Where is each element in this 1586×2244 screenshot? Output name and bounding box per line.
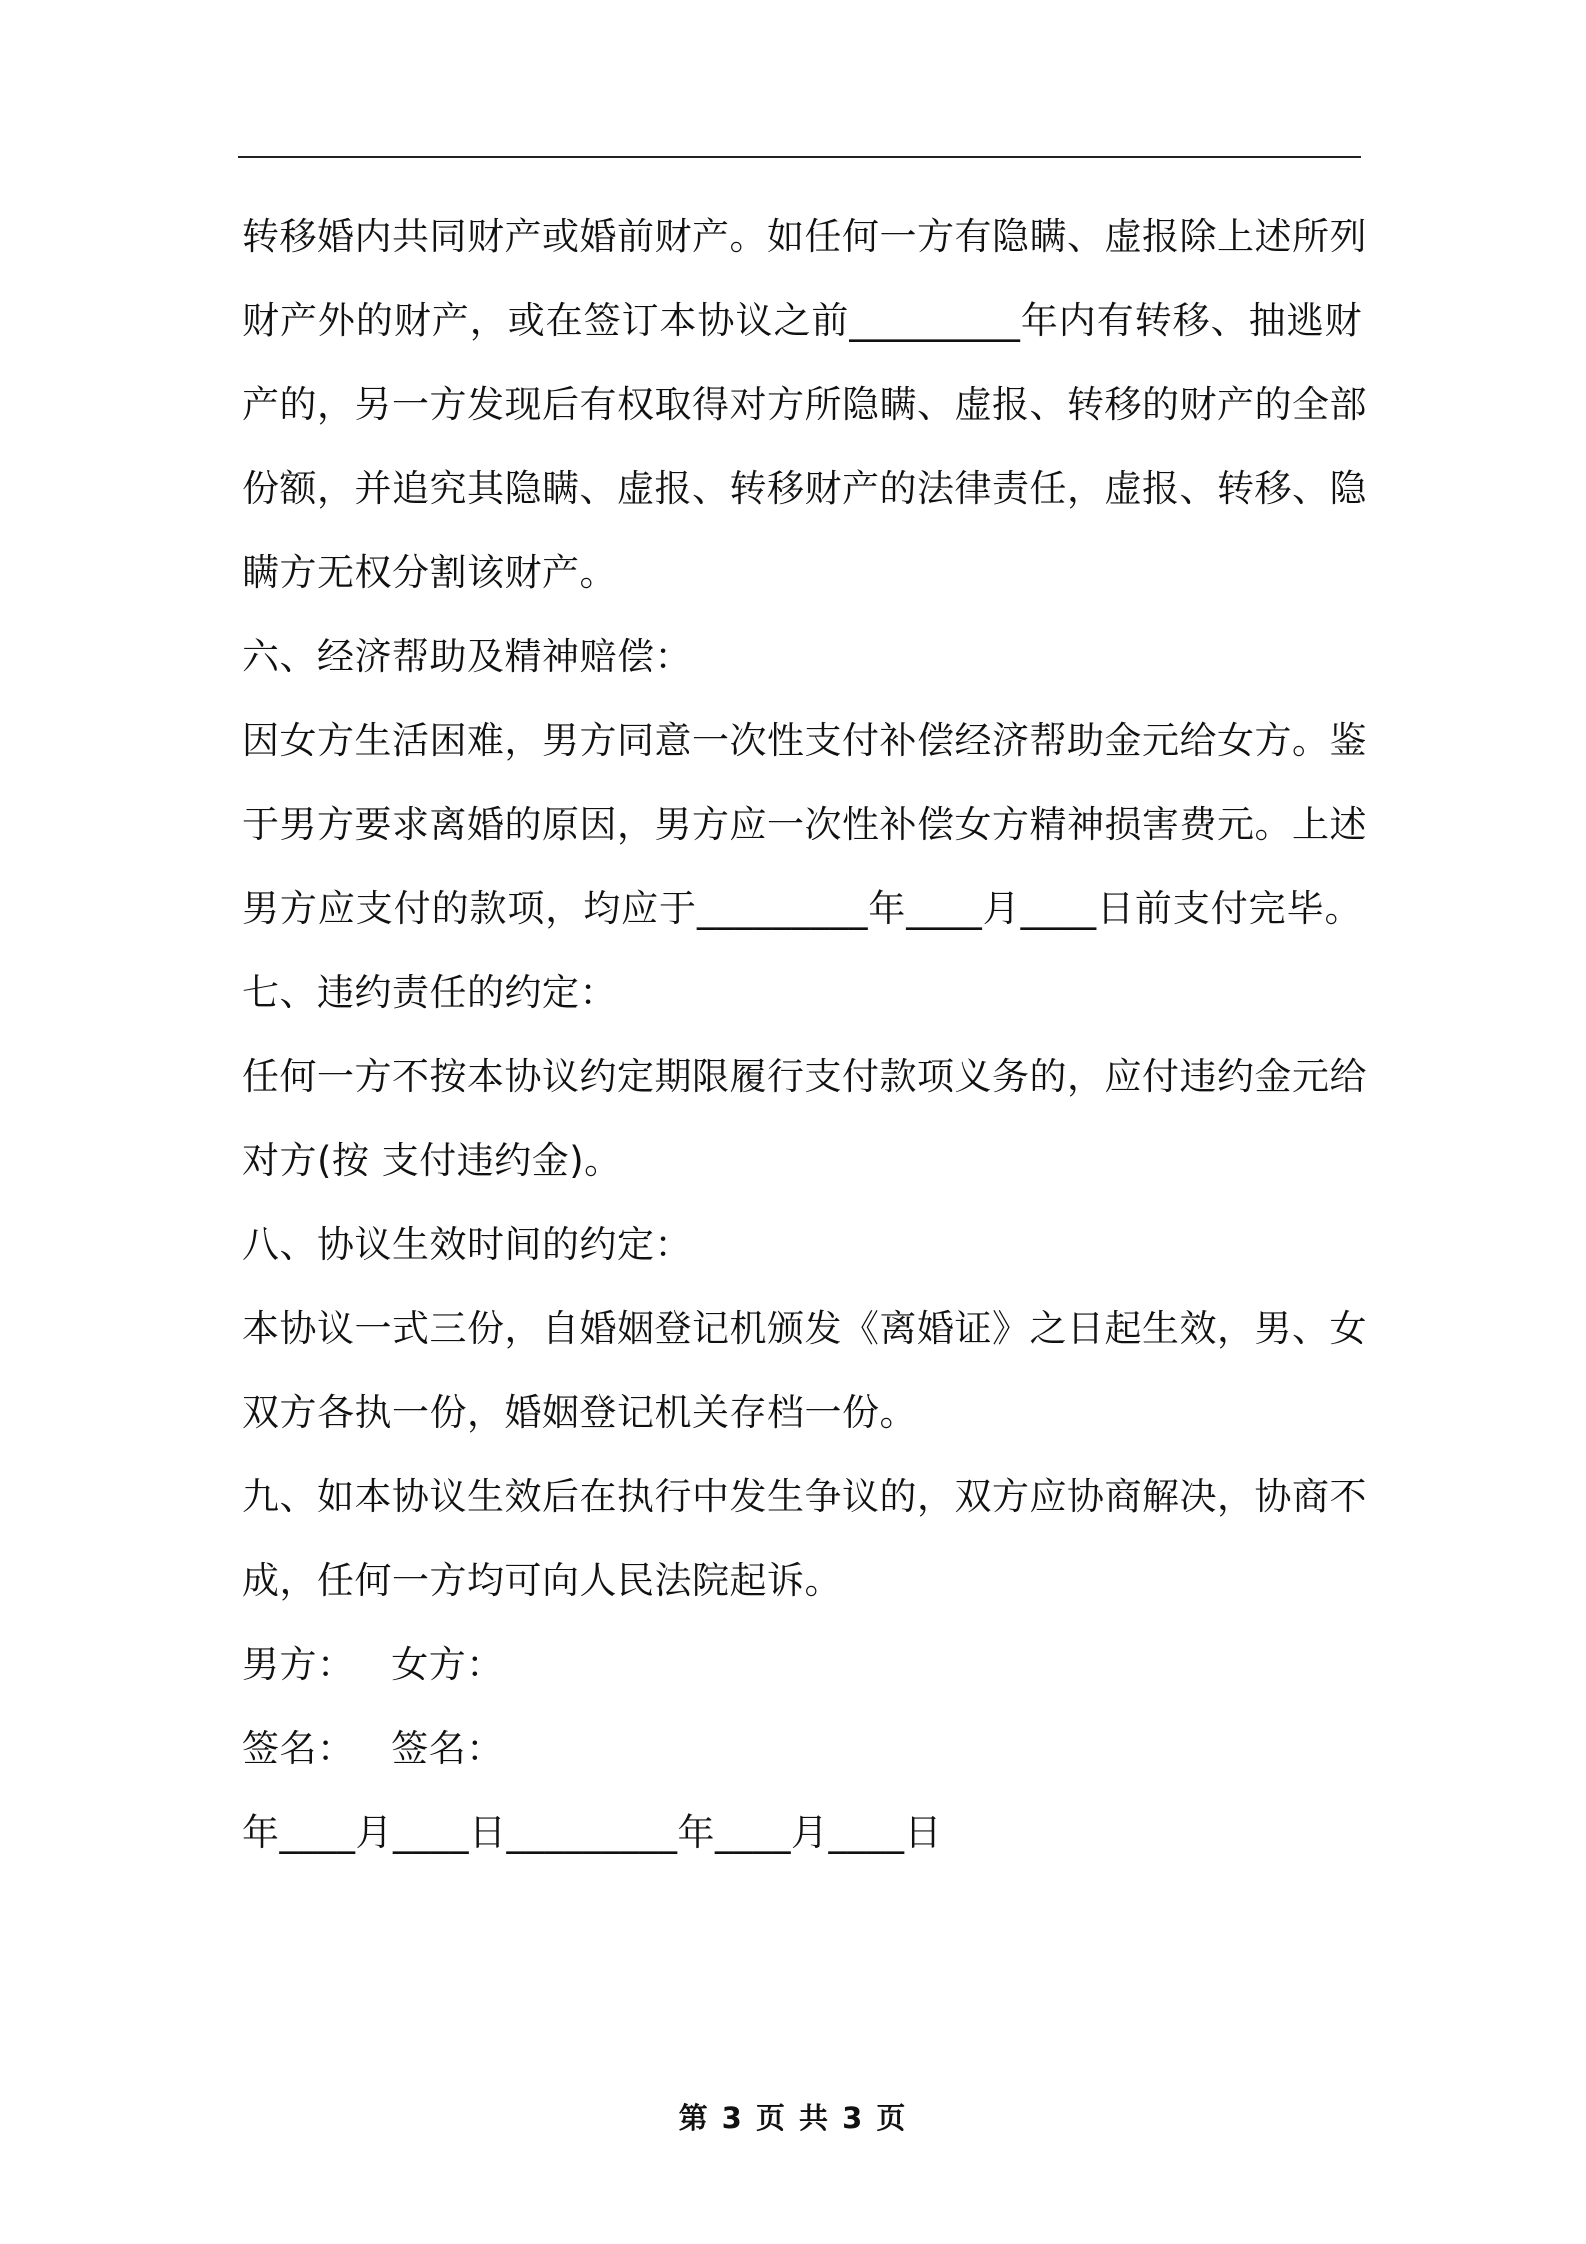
section-heading: 八、协议生效时间的约定： [242, 1223, 692, 1266]
header-divider [238, 156, 1361, 158]
paragraph-line: 财产外的财产，或在签订本协议之前_________年内有转移、抽逃财 [242, 299, 1362, 342]
paragraph-line: 于男方要求离婚的原因，男方应一次性补偿女方精神损害费元。上述 [242, 803, 1367, 846]
section-heading: 七、违约责任的约定： [242, 971, 617, 1014]
section-heading: 六、经济帮助及精神赔偿： [242, 635, 692, 678]
paragraph-line: 男方应支付的款项，均应于_________年____月____日前支付完毕。 [242, 887, 1362, 930]
paragraph-line: 本协议一式三份，自婚姻登记机颁发《离婚证》之日起生效，男、女 [242, 1307, 1367, 1350]
paragraph-line: 因女方生活困难，男方同意一次性支付补偿经济帮助金元给女方。鉴 [242, 719, 1367, 762]
paragraph-line: 转移婚内共同财产或婚前财产。如任何一方有隐瞒、虚报除上述所列 [242, 215, 1367, 258]
date-line: 年____月____日_________年____月____日 [242, 1811, 942, 1854]
paragraph-line: 产的，另一方发现后有权取得对方所隐瞒、虚报、转移的财产的全部 [242, 383, 1367, 426]
section-heading: 九、如本协议生效后在执行中发生争议的，双方应协商解决，协商不 [242, 1475, 1367, 1518]
paragraph-line: 瞒方无权分割该财产。 [242, 551, 617, 594]
paragraph-line: 份额，并追究其隐瞒、虚报、转移财产的法律责任，虚报、转移、隐 [242, 467, 1367, 510]
paragraph-line: 成，任何一方均可向人民法院起诉。 [242, 1559, 842, 1602]
page-number-footer: 第 3 页 共 3 页 [678, 2101, 908, 2135]
paragraph-line: 对方(按 支付违约金)。 [242, 1139, 622, 1182]
signature-labels: 签名： 签名： [242, 1727, 504, 1770]
paragraph-line: 双方各执一份，婚姻登记机关存档一份。 [242, 1391, 917, 1434]
party-labels: 男方： 女方： [242, 1643, 504, 1686]
paragraph-line: 任何一方不按本协议约定期限履行支付款项义务的，应付违约金元给 [242, 1055, 1367, 1098]
document-body [242, 195, 1367, 1875]
